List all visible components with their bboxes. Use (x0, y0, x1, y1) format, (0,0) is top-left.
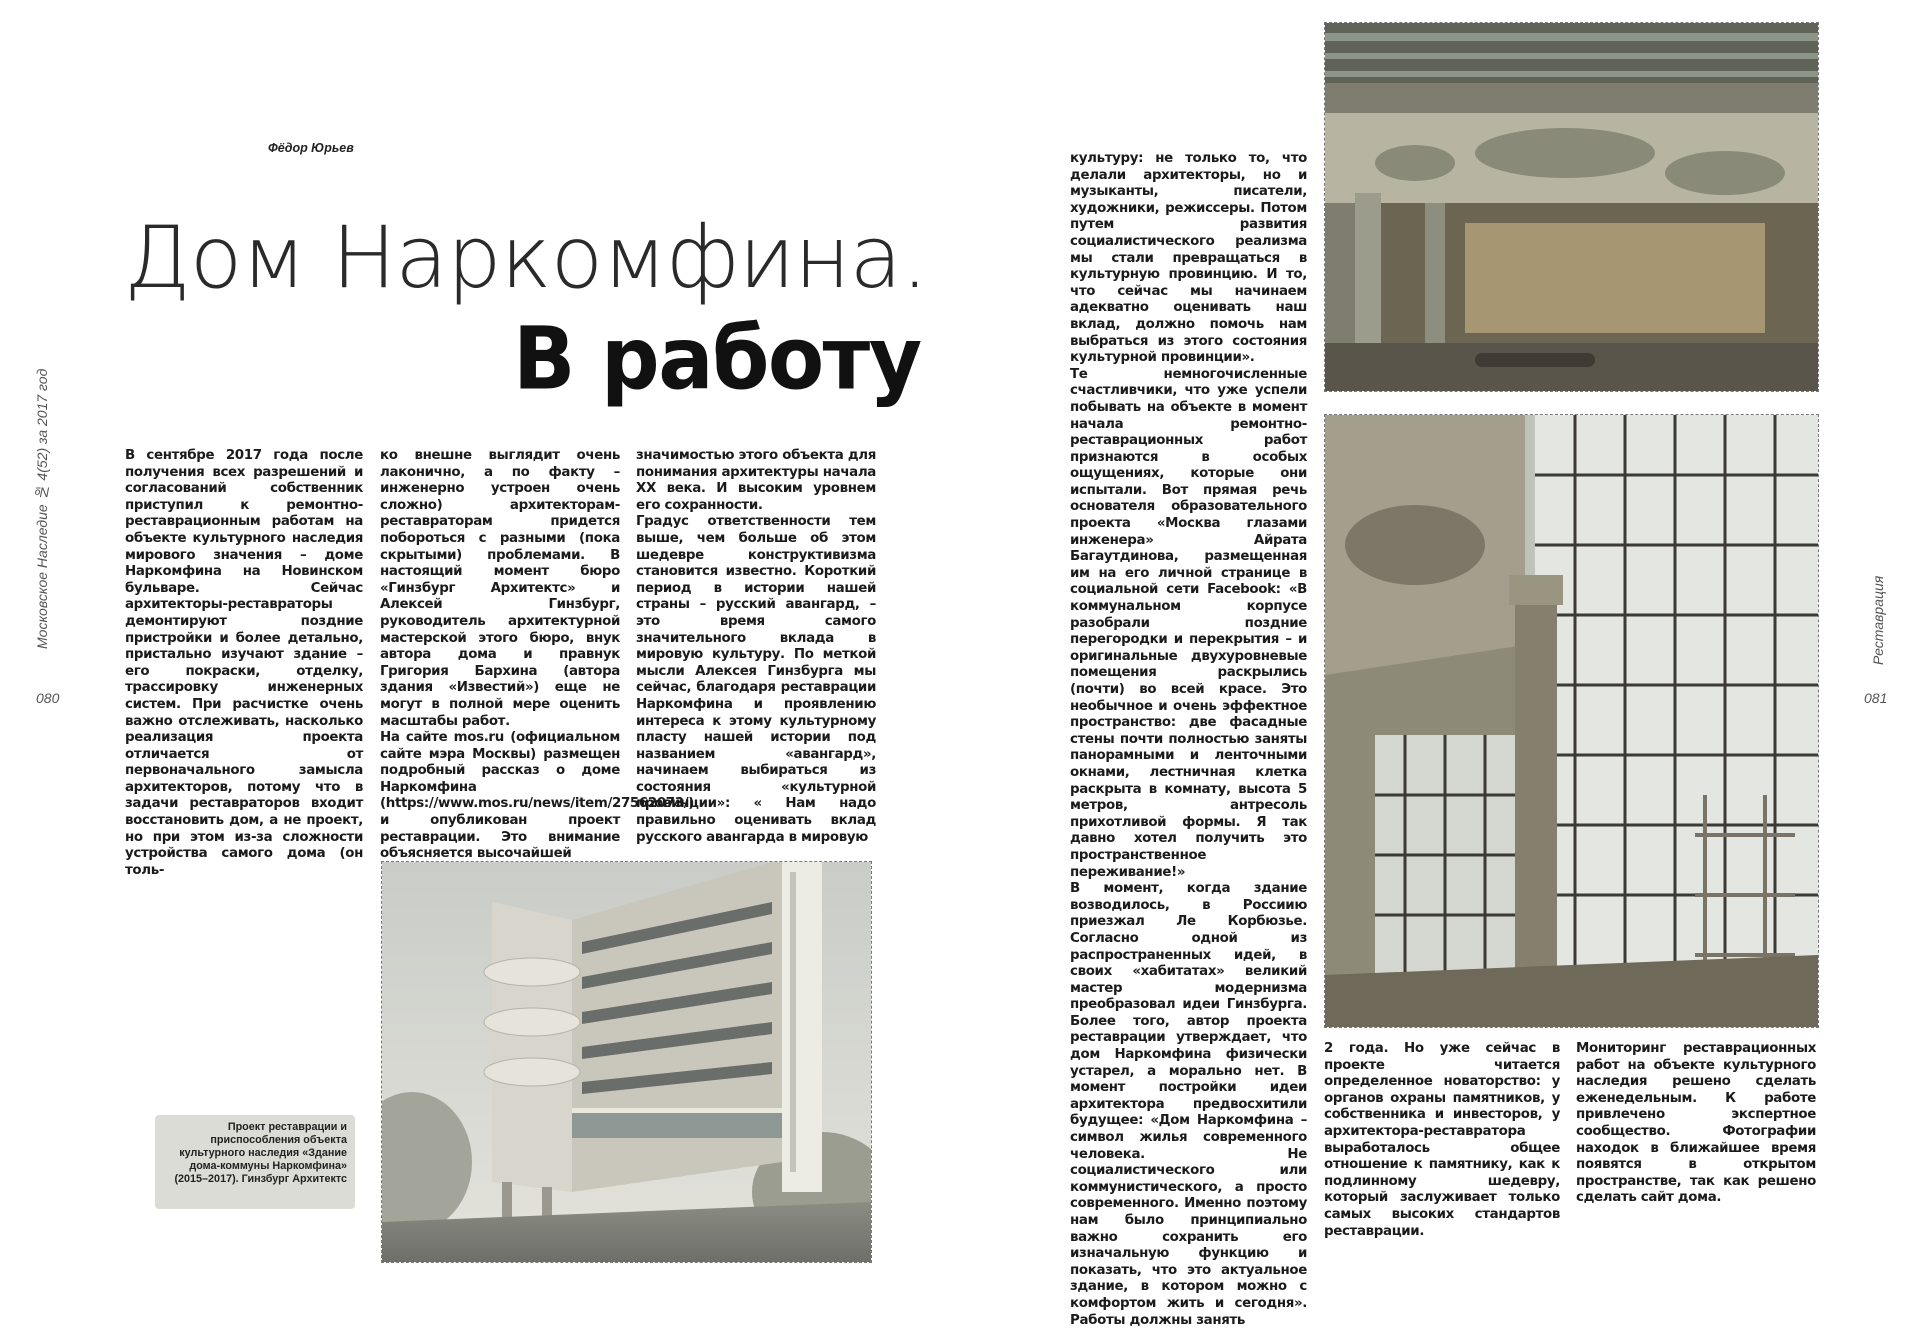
page-number-left: 080 (36, 690, 60, 706)
text-column-5 (1324, 1041, 1560, 1240)
text-column-2 (380, 448, 695, 863)
author-name: Фёдор Юрьев (268, 141, 354, 155)
text-column-3 (636, 448, 876, 846)
article-title-line1: Дом Наркомфина. (124, 208, 928, 308)
section-label: Реставрация (1870, 575, 1886, 665)
paragraph: Мониторинг реставрационных работ на объекте культурного наследия решено сделать еженедельным. К работе привлечено экспертное сообщество. Фотографии находок в ближайшее время появятся в открытом пространстве, так как решено сделать сайт дома. (1576, 1041, 1816, 1206)
paragraph: 2 года. Но уже сейчас в проекте читается определенное новаторство: у органов охраны памятников, у собственника и инвесторов, у архитектора-реставратора выработалось общее отношение к памятнику, как к подлинному шедевру, который заслуживает только самых высоких стандартов реставрации. (1324, 1041, 1560, 1239)
paragraph: значимостью этого объекта для понимания архитектуры начала XX века. И высоким уровнем его сохранности. (636, 448, 876, 513)
interior-ceiling-illustration (1325, 23, 1818, 391)
paragraph: Те немногочисленные счастливчики, что уже успели побывать на объекте в момент начала ремонтно-реставрационных работ признаются в особых ощущениях, которые они испытали. Вот прямая речь основателя образовательного проекта «Москва глазами инженера» Айрата Багаутдинова, размещенная им на его личной странице в социальной сети Facebook: «В коммунальном корпусе разобрали поздние перегородки и перекрытия – и оригинальные двухуровневые помещения раскрылись (почти) во всей красе. Это необычное и очень эффектное пространство: две фасадные стены почти полностью заняты панорамными и ленточными окнами, лестничная клетка раскрыта в комнату, высота 5 метров, антресоль прихотливой формы. Я так давно хотел получить это пространственное переживание!» (1070, 366, 1307, 880)
issue-label: Московское Наследие № 4(52) за 2017 год (34, 368, 50, 650)
paragraph: В момент, когда здание возводилось, в Россиию приезжал Ле Корбюзье. Согласно одной из распространенных идей, в своих «хабитатах» великий мастер модернизма преобразовал идеи Гинзбурга. Более того, автор проекта реставрации утверждает, что дом Наркомфина физически устарел, а морально нет. В момент постройки идеи архитектора предвосхитили будущее: «Дом Наркомфина – символ жилья современного человека. Не социалистического или коммунистического, а просто современного. Именно поэтому нам было принципиально важно сохранить его изначальную функцию и показать, что это актуальное здание, в котором можно с комфортом жить и сегодня». Работы должны занять (1070, 881, 1307, 1328)
paragraph: ко внешне выглядит очень лаконично, а по факту – инженерно устроен очень сложно) архитекторам-реставраторам придется побороться с разными (пока скрытыми) проблемами. В настоящий момент бюро «Гинзбург Архитектс» и Алексей Гинзбург, руководитель архитектурной мастерской этого бюро, внук автора дома и правнук Григория Бархина (автора здания «Известий») еще не могут в полной мере оценить масштабы работ. (380, 448, 620, 729)
interior-ceiling-photo (1324, 22, 1819, 392)
paragraph: Градус ответственности тем выше, чем больше об этом шедевре конструктивизма становится известно. Короткий период в истории нашей страны – русский авангард, – это время самого значительного вклада в мировую культуру. По меткой мысли Алексея Гинзбурга мы сейчас, благодаря реставрации Наркомфина и проявлению интереса к этому культурному пласту нашей истории под названием «авангард», начинаем выбираться из состояния «культурной провинции»: « Нам надо правильно оценивать вклад русского авангарда в мировую (636, 514, 876, 845)
paragraph: На сайте mos.ru (официальном сайте мэра Москвы) размещен подробный рассказ о доме Наркомфина (https://www.mos.ru/news/item/27562073/) и опубликован проект реставрации. Это внимание объясняется высочайшей (380, 730, 695, 862)
page-number-right: 081 (1864, 690, 1888, 706)
photo-caption: Проект реставрации и приспособления объекта культурного наследия «Здание дома-коммуны Наркомфина» (2015–2017). Гинзбург Архитектс (155, 1115, 355, 1209)
paragraph: культуру: не только то, что делали архитекторы, но и музыканты, писатели, художники, режиссеры. Потом путем развития социалистического реализма мы стали превращаться в культурную провинцию. И то, что сейчас мы начинаем адекватно оценивать наш вклад, должно помочь нам выбраться из этого состояния культурной провинции». (1070, 151, 1307, 366)
interior-windows-illustration (1325, 415, 1818, 1027)
text-column-1 (125, 448, 363, 879)
article-title-line2: В работу (513, 309, 921, 410)
building-render-illustration (382, 862, 871, 1262)
interior-windows-photo (1324, 414, 1819, 1028)
building-render-photo (381, 861, 872, 1263)
text-column-4 (1070, 151, 1307, 1329)
paragraph: В сентябре 2017 года после получения всех разрешений и согласований собственник приступил к ремонтно-реставрационным работам на объекте культурного наследия мирового значения – доме Наркомфина на Новинском бульваре. Сейчас архитекторы-реставраторы демонтируют поздние пристройки и более детально, пристально изучают здание – его покраски, отделку, трассировку инженерных систем. При расчистке очень важно отслеживать, насколько реализация проекта отличается от первоначального замысла архитекторов, потому что в задачи реставраторов входит восстановить дом, а не проект, но при этом из-за сложности устройства самого дома (он толь- (125, 448, 363, 878)
text-column-6 (1576, 1041, 1816, 1207)
